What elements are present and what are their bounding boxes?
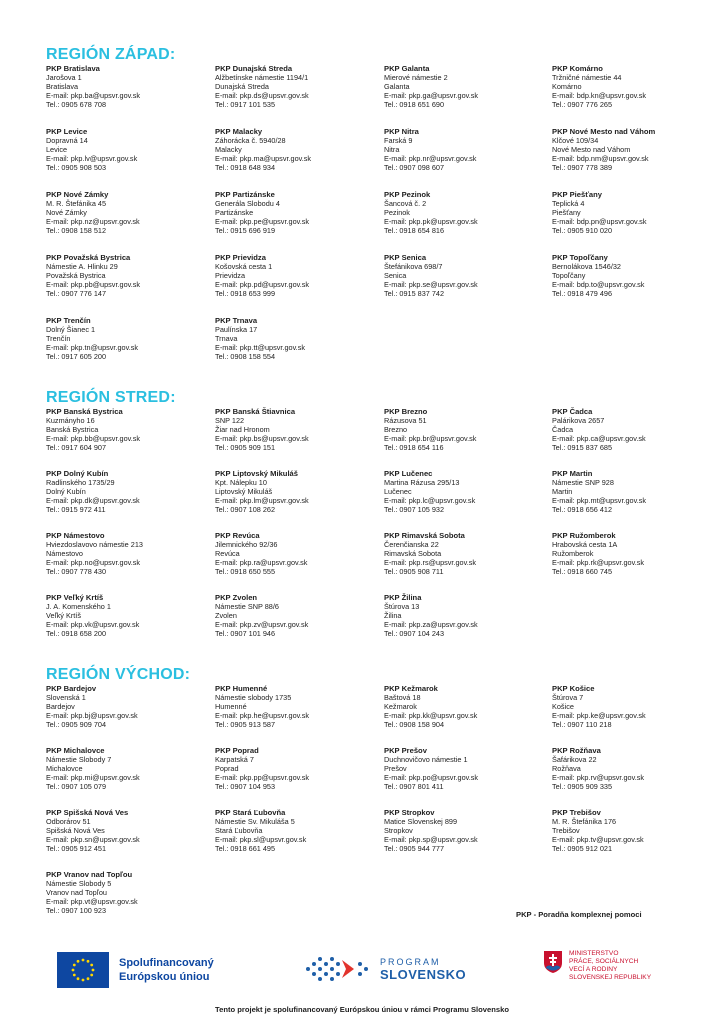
office-phone: Tel.: 0907 778 389 bbox=[552, 163, 613, 173]
office-name: PKP Senica bbox=[384, 253, 427, 262]
office-phone: Tel.: 0905 909 335 bbox=[552, 782, 613, 792]
office-email[interactable]: E-mail: pkp.dk@upsvr.gov.sk bbox=[46, 496, 140, 506]
office-card bbox=[46, 316, 211, 361]
office-street: Martina Rázusa 295/13 bbox=[384, 478, 460, 488]
office-phone: Tel.: 0918 648 934 bbox=[215, 163, 276, 173]
office-phone: Tel.: 0918 654 816 bbox=[384, 226, 445, 236]
office-card bbox=[552, 469, 717, 514]
ministry-line: MINISTERSTVO bbox=[569, 950, 619, 957]
office-card bbox=[384, 407, 549, 452]
office-street: Generála Slobodu 4 bbox=[215, 199, 280, 209]
office-street: Radlinského 1735/29 bbox=[46, 478, 115, 488]
office-name: PKP Levice bbox=[46, 127, 88, 136]
office-email[interactable]: E-mail: pkp.ga@upsvr.gov.sk bbox=[384, 91, 479, 101]
office-email[interactable]: E-mail: pkp.rv@upsvr.gov.sk bbox=[552, 773, 645, 783]
office-email[interactable]: E-mail: pkp.zv@upsvr.gov.sk bbox=[215, 620, 309, 630]
office-name: PKP Stropkov bbox=[384, 808, 435, 817]
office-phone: Tel.: 0907 104 243 bbox=[384, 629, 445, 639]
office-street: Námestie slobody 1735 bbox=[215, 693, 292, 703]
office-city: Trnava bbox=[215, 334, 238, 344]
office-phone: Tel.: 0905 913 587 bbox=[215, 720, 276, 730]
office-card bbox=[215, 808, 380, 853]
office-phone: Tel.: 0907 101 946 bbox=[215, 629, 276, 639]
office-street: Námestie Sv. Mikuláša 5 bbox=[215, 817, 295, 827]
region-title: REGIÓN STRED: bbox=[46, 389, 176, 406]
office-city: Poprad bbox=[215, 764, 239, 774]
office-phone: Tel.: 0907 110 218 bbox=[552, 720, 612, 730]
office-name: PKP Prešov bbox=[384, 746, 427, 755]
office-card bbox=[552, 127, 717, 172]
office-street: Mierové námestie 2 bbox=[384, 73, 448, 83]
office-email[interactable]: E-mail: pkp.ke@upsvr.gov.sk bbox=[552, 711, 646, 721]
office-name: PKP Nitra bbox=[384, 127, 419, 136]
office-name: PKP Prievidza bbox=[215, 253, 266, 262]
office-email[interactable]: E-mail: pkp.rs@upsvr.gov.sk bbox=[384, 558, 477, 568]
office-street: Baštová 18 bbox=[384, 693, 421, 703]
eu-text-line1: Spolufinancovaný bbox=[119, 957, 214, 969]
office-street: Dolný Šianec 1 bbox=[46, 325, 96, 335]
footer-logos bbox=[0, 948, 724, 992]
office-name: PKP Trebišov bbox=[552, 808, 601, 817]
office-email[interactable]: E-mail: pkp.mt@upsvr.gov.sk bbox=[552, 496, 647, 506]
footer-note: Tento projekt je spolufinancovaný Európskou úniou v rámci Programu Slovensko bbox=[215, 1005, 509, 1014]
office-street: Štefánikova 698/7 bbox=[384, 262, 443, 272]
office-email[interactable]: E-mail: pkp.rk@upsvr.gov.sk bbox=[552, 558, 645, 568]
ministry-logo bbox=[543, 950, 651, 982]
office-city: Humenné bbox=[215, 702, 247, 712]
office-card bbox=[215, 64, 380, 109]
office-city: Námestovo bbox=[46, 549, 83, 559]
office-name: PKP Banská Bystrica bbox=[46, 407, 123, 416]
office-city: Piešťany bbox=[552, 208, 581, 218]
office-name: PKP Zvolen bbox=[215, 593, 258, 602]
region-stred bbox=[46, 389, 696, 639]
office-phone: Tel.: 0907 105 079 bbox=[46, 782, 107, 792]
office-street: Kpt. Nálepku 10 bbox=[215, 478, 267, 488]
office-email[interactable]: E-mail: pkp.lc@upsvr.gov.sk bbox=[384, 496, 476, 506]
office-name: PKP Námestovo bbox=[46, 531, 105, 540]
office-phone: Tel.: 0918 661 495 bbox=[215, 844, 276, 854]
office-name: PKP Košice bbox=[552, 684, 595, 693]
office-city: Bardejov bbox=[46, 702, 75, 712]
office-card bbox=[215, 407, 380, 452]
office-email[interactable]: E-mail: pkp.pb@upsvr.gov.sk bbox=[46, 280, 141, 290]
office-city: Stará Ľubovňa bbox=[215, 826, 263, 836]
program-slovensko-logo bbox=[302, 954, 466, 984]
office-city: Komárno bbox=[552, 82, 582, 92]
office-street: Palárikova 2657 bbox=[552, 416, 605, 426]
office-email[interactable]: E-mail: pkp.sn@upsvr.gov.sk bbox=[46, 835, 140, 845]
office-card bbox=[552, 253, 717, 298]
program-name: SLOVENSKO bbox=[380, 966, 467, 982]
office-street: Čerenčianska 22 bbox=[384, 540, 439, 550]
office-name: PKP Piešťany bbox=[552, 190, 602, 199]
office-street: Farská 9 bbox=[384, 136, 413, 146]
office-name: PKP Čadca bbox=[552, 407, 593, 416]
office-phone: Tel.: 0905 909 151 bbox=[215, 443, 276, 453]
office-name: PKP Kežmarok bbox=[384, 684, 438, 693]
office-name: PKP Bardejov bbox=[46, 684, 97, 693]
office-city: Nové Mesto nad Váhom bbox=[552, 145, 631, 155]
office-name: PKP Trenčín bbox=[46, 316, 91, 325]
office-city: Zvolen bbox=[215, 611, 237, 621]
office-phone: Tel.: 0915 837 742 bbox=[384, 289, 445, 299]
office-name: PKP Malacky bbox=[215, 127, 263, 136]
office-name: PKP Partizánske bbox=[215, 190, 275, 199]
office-card bbox=[384, 593, 549, 638]
office-card bbox=[215, 190, 380, 235]
office-street: Štúrova 7 bbox=[552, 693, 584, 703]
office-city: Stropkov bbox=[384, 826, 413, 836]
office-city: Prievidza bbox=[215, 271, 246, 281]
office-phone: Tel.: 0915 837 685 bbox=[552, 443, 613, 453]
office-name: PKP Nové Mesto nad Váhom bbox=[552, 127, 656, 136]
office-phone: Tel.: 0918 653 999 bbox=[215, 289, 276, 299]
office-card bbox=[46, 746, 211, 791]
office-phone: Tel.: 0917 101 535 bbox=[215, 100, 276, 110]
office-city: Topoľčany bbox=[552, 271, 586, 281]
office-street: Námestie SNP 88/6 bbox=[215, 602, 279, 612]
office-card bbox=[46, 684, 211, 729]
office-name: PKP Pezinok bbox=[384, 190, 431, 199]
office-card bbox=[384, 531, 549, 576]
office-email[interactable]: E-mail: bdp.nm@upsvr.gov.sk bbox=[552, 154, 649, 164]
office-email[interactable]: E-mail: pkp.mi@upsvr.gov.sk bbox=[46, 773, 140, 783]
office-phone: Tel.: 0918 479 496 bbox=[552, 289, 613, 299]
office-email[interactable]: E-mail: pkp.tn@upsvr.gov.sk bbox=[46, 343, 139, 353]
office-email[interactable]: E-mail: pkp.ca@upsvr.gov.sk bbox=[552, 434, 646, 444]
office-email[interactable]: E-mail: pkp.sl@upsvr.gov.sk bbox=[215, 835, 307, 845]
office-email[interactable]: E-mail: pkp.lm@upsvr.gov.sk bbox=[215, 496, 309, 506]
office-card bbox=[215, 684, 380, 729]
office-street: Dopravná 14 bbox=[46, 136, 88, 146]
office-card bbox=[552, 64, 717, 109]
office-phone: Tel.: 0907 776 265 bbox=[552, 100, 613, 110]
eu-flag-icon bbox=[57, 952, 109, 988]
office-phone: Tel.: 0908 158 512 bbox=[46, 226, 107, 236]
office-card bbox=[384, 190, 549, 235]
office-phone: Tel.: 0918 656 412 bbox=[552, 505, 613, 515]
office-card bbox=[215, 531, 380, 576]
office-email[interactable]: E-mail: pkp.ds@upsvr.gov.sk bbox=[215, 91, 309, 101]
region-zapad bbox=[46, 46, 696, 362]
office-street: Kuzmányho 16 bbox=[46, 416, 95, 426]
office-email[interactable]: E-mail: pkp.po@upsvr.gov.sk bbox=[384, 773, 479, 783]
program-dots-icon bbox=[302, 954, 374, 984]
office-city: Levice bbox=[46, 145, 68, 155]
office-phone: Tel.: 0907 105 932 bbox=[384, 505, 445, 515]
office-email[interactable]: E-mail: pkp.pk@upsvr.gov.sk bbox=[384, 217, 478, 227]
office-name: PKP Vranov nad Topľou bbox=[46, 870, 133, 879]
ministry-line: PRÁCE, SOCIÁLNYCH bbox=[569, 958, 639, 965]
office-email[interactable]: E-mail: pkp.no@upsvr.gov.sk bbox=[46, 558, 141, 568]
office-email[interactable]: E-mail: pkp.tt@upsvr.gov.sk bbox=[215, 343, 305, 353]
office-city: Partizánske bbox=[215, 208, 254, 218]
office-name: PKP Dunajská Streda bbox=[215, 64, 293, 73]
office-email[interactable]: E-mail: pkp.vk@upsvr.gov.sk bbox=[46, 620, 140, 630]
eu-logo bbox=[57, 952, 214, 988]
office-city: Liptovský Mikuláš bbox=[215, 487, 273, 497]
office-city: Spišská Nová Ves bbox=[46, 826, 105, 836]
office-email[interactable]: E-mail: pkp.sp@upsvr.gov.sk bbox=[384, 835, 478, 845]
office-card bbox=[384, 808, 549, 853]
office-name: PKP Komárno bbox=[552, 64, 603, 73]
office-city: Galanta bbox=[384, 82, 410, 92]
office-email[interactable]: E-mail: pkp.za@upsvr.gov.sk bbox=[384, 620, 478, 630]
office-city: Revúca bbox=[215, 549, 240, 559]
office-city: Bratislava bbox=[46, 82, 79, 92]
office-email[interactable]: E-mail: pkp.nr@upsvr.gov.sk bbox=[384, 154, 477, 164]
office-phone: Tel.: 0905 909 704 bbox=[46, 720, 107, 730]
office-phone: Tel.: 0905 912 021 bbox=[552, 844, 613, 854]
office-phone: Tel.: 0907 098 607 bbox=[384, 163, 445, 173]
office-card bbox=[384, 469, 549, 514]
office-city: Dunajská Streda bbox=[215, 82, 269, 92]
office-phone: Tel.: 0905 912 451 bbox=[46, 844, 107, 854]
office-card bbox=[552, 190, 717, 235]
office-phone: Tel.: 0907 100 923 bbox=[46, 906, 107, 916]
office-street: M. R. Štefánika 45 bbox=[46, 199, 107, 209]
office-email[interactable]: E-mail: pkp.vt@upsvr.gov.sk bbox=[46, 897, 138, 907]
office-name: PKP Veľký Krtíš bbox=[46, 593, 104, 602]
office-name: PKP Bratislava bbox=[46, 64, 100, 73]
office-street: Matice Slovenskej 899 bbox=[384, 817, 458, 827]
office-card bbox=[552, 808, 717, 853]
office-card bbox=[46, 469, 211, 514]
office-name: PKP Trnava bbox=[215, 316, 258, 325]
office-email[interactable]: E-mail: pkp.kk@upsvr.gov.sk bbox=[384, 711, 478, 721]
office-name: PKP Liptovský Mikuláš bbox=[215, 469, 298, 478]
office-phone: Tel.: 0907 104 953 bbox=[215, 782, 276, 792]
office-name: PKP Banská Štiavnica bbox=[215, 407, 296, 416]
office-email[interactable]: E-mail: pkp.nz@upsvr.gov.sk bbox=[46, 217, 140, 227]
office-card bbox=[384, 64, 549, 109]
office-card bbox=[384, 684, 549, 729]
office-street: Tržničné námestie 44 bbox=[552, 73, 622, 83]
office-phone: Tel.: 0917 604 907 bbox=[46, 443, 107, 453]
office-city: Banská Bystrica bbox=[46, 425, 99, 435]
office-card bbox=[46, 870, 211, 915]
office-card bbox=[384, 253, 549, 298]
office-street: Námestie Slobody 7 bbox=[46, 755, 112, 765]
office-name: PKP Topoľčany bbox=[552, 253, 608, 262]
office-card bbox=[215, 469, 380, 514]
office-card bbox=[552, 684, 717, 729]
office-city: Lučenec bbox=[384, 487, 412, 497]
office-phone: Tel.: 0918 660 745 bbox=[552, 567, 613, 577]
office-name: PKP Žilina bbox=[384, 593, 422, 602]
office-phone: Tel.: 0905 944 777 bbox=[384, 844, 445, 854]
office-street: Klčové 109/34 bbox=[552, 136, 599, 146]
office-card bbox=[46, 64, 211, 109]
office-card bbox=[215, 593, 380, 638]
office-phone: Tel.: 0917 605 200 bbox=[46, 352, 107, 362]
office-city: Žiar nad Hronom bbox=[215, 425, 270, 435]
office-city: Trebišov bbox=[552, 826, 580, 836]
office-city: Žilina bbox=[384, 611, 402, 621]
office-email[interactable]: E-mail: pkp.br@upsvr.gov.sk bbox=[384, 434, 477, 444]
office-street: Odborárov 51 bbox=[46, 817, 91, 827]
office-email[interactable]: E-mail: pkp.pe@upsvr.gov.sk bbox=[215, 217, 310, 227]
office-email[interactable]: E-mail: pkp.bs@upsvr.gov.sk bbox=[215, 434, 309, 444]
office-city: Ružomberok bbox=[552, 549, 594, 559]
office-street: Bernolákova 1546/32 bbox=[552, 262, 621, 272]
office-street: Karpatská 7 bbox=[215, 755, 254, 765]
office-street: SNP 122 bbox=[215, 416, 245, 426]
office-name: PKP Považská Bystrica bbox=[46, 253, 131, 262]
office-street: Hrabovská cesta 1A bbox=[552, 540, 618, 550]
office-card bbox=[46, 190, 211, 235]
office-name: PKP Martin bbox=[552, 469, 593, 478]
office-phone: Tel.: 0907 778 430 bbox=[46, 567, 107, 577]
office-city: Veľký Krtíš bbox=[46, 611, 81, 621]
office-street: Záhorácka č. 5940/28 bbox=[215, 136, 286, 146]
office-city: Prešov bbox=[384, 764, 407, 774]
office-name: PKP Michalovce bbox=[46, 746, 105, 755]
office-city: Rožňava bbox=[552, 764, 581, 774]
office-phone: Tel.: 0907 801 411 bbox=[384, 782, 444, 792]
office-phone: Tel.: 0918 651 690 bbox=[384, 100, 445, 110]
office-phone: Tel.: 0905 910 020 bbox=[552, 226, 613, 236]
office-street: Duchnovičovo námestie 1 bbox=[384, 755, 468, 765]
office-card bbox=[215, 316, 380, 361]
office-city: Pezinok bbox=[384, 208, 410, 218]
office-street: Štúrova 13 bbox=[384, 602, 420, 612]
office-phone: Tel.: 0907 108 262 bbox=[215, 505, 276, 515]
office-street: Šafárikova 22 bbox=[552, 755, 597, 765]
office-city: Košice bbox=[552, 702, 574, 712]
office-phone: Tel.: 0908 158 554 bbox=[215, 352, 276, 362]
slovak-coat-of-arms-icon bbox=[543, 950, 563, 974]
office-name: PKP Ružomberok bbox=[552, 531, 616, 540]
office-email[interactable]: E-mail: bdp.to@upsvr.gov.sk bbox=[552, 280, 645, 290]
office-card bbox=[46, 127, 211, 172]
office-card bbox=[46, 593, 211, 638]
office-email[interactable]: E-mail: bdp.kn@upsvr.gov.sk bbox=[552, 91, 647, 101]
office-city: Trenčín bbox=[46, 334, 71, 344]
office-city: Senica bbox=[384, 271, 407, 281]
abbreviation-legend: PKP - Poradňa komplexnej pomoci bbox=[516, 910, 642, 919]
office-name: PKP Dolný Kubín bbox=[46, 469, 109, 478]
office-phone: Tel.: 0905 908 711 bbox=[384, 567, 444, 577]
office-email[interactable]: E-mail: pkp.pd@upsvr.gov.sk bbox=[215, 280, 310, 290]
office-phone: Tel.: 0915 972 411 bbox=[46, 505, 106, 515]
office-card bbox=[215, 746, 380, 791]
office-city: Michalovce bbox=[46, 764, 83, 774]
office-name: PKP Rožňava bbox=[552, 746, 601, 755]
office-card bbox=[46, 407, 211, 452]
office-phone: Tel.: 0905 678 708 bbox=[46, 100, 107, 110]
office-street: J. A. Komenského 1 bbox=[46, 602, 111, 612]
office-street: M. R. Štefánika 176 bbox=[552, 817, 617, 827]
office-city: Martin bbox=[552, 487, 573, 497]
office-street: Šancová č. 2 bbox=[384, 199, 427, 209]
office-phone: Tel.: 0907 776 147 bbox=[46, 289, 107, 299]
office-name: PKP Nové Zámky bbox=[46, 190, 109, 199]
office-name: PKP Galanta bbox=[384, 64, 430, 73]
office-city: Nitra bbox=[384, 145, 400, 155]
office-card bbox=[46, 531, 211, 576]
office-card bbox=[46, 253, 211, 298]
office-card bbox=[552, 746, 717, 791]
office-email[interactable]: E-mail: pkp.lv@upsvr.gov.sk bbox=[46, 154, 138, 164]
office-card bbox=[215, 127, 380, 172]
office-card bbox=[384, 127, 549, 172]
office-phone: Tel.: 0918 654 116 bbox=[384, 443, 444, 453]
office-name: PKP Brezno bbox=[384, 407, 428, 416]
office-email[interactable]: E-mail: pkp.ra@upsvr.gov.sk bbox=[215, 558, 308, 568]
office-city: Považská Bystrica bbox=[46, 271, 106, 281]
office-city: Kežmarok bbox=[384, 702, 417, 712]
office-city: Brezno bbox=[384, 425, 408, 435]
office-name: PKP Humenné bbox=[215, 684, 268, 693]
office-phone: Tel.: 0918 658 200 bbox=[46, 629, 107, 639]
office-card bbox=[552, 531, 717, 576]
office-name: PKP Rimavská Sobota bbox=[384, 531, 465, 540]
office-email[interactable]: E-mail: pkp.se@upsvr.gov.sk bbox=[384, 280, 478, 290]
office-name: PKP Stará Ľubovňa bbox=[215, 808, 286, 817]
office-city: Dolný Kubín bbox=[46, 487, 86, 497]
office-card bbox=[552, 407, 717, 452]
eu-text-line2: Európskou úniou bbox=[119, 971, 210, 983]
office-phone: Tel.: 0915 696 919 bbox=[215, 226, 276, 236]
office-street: Námestie SNP 928 bbox=[552, 478, 614, 488]
office-street: Alžbetínske námestie 1194/1 bbox=[215, 73, 309, 83]
office-city: Malacky bbox=[215, 145, 242, 155]
office-street: Jarošova 1 bbox=[46, 73, 82, 83]
region-title: REGIÓN VÝCHOD: bbox=[46, 666, 191, 683]
office-city: Nové Zámky bbox=[46, 208, 87, 218]
office-email[interactable]: E-mail: pkp.tv@upsvr.gov.sk bbox=[552, 835, 644, 845]
office-card bbox=[215, 253, 380, 298]
office-street: Slovenská 1 bbox=[46, 693, 86, 703]
ministry-line: VECÍ A RODINY bbox=[569, 966, 618, 973]
office-phone: Tel.: 0905 908 503 bbox=[46, 163, 107, 173]
office-email[interactable]: E-mail: pkp.ba@upsvr.gov.sk bbox=[46, 91, 141, 101]
office-street: Rázusova 51 bbox=[384, 416, 427, 426]
office-email[interactable]: E-mail: bdp.pn@upsvr.gov.sk bbox=[552, 217, 647, 227]
ministry-text bbox=[569, 950, 651, 982]
ministry-line: SLOVENSKEJ REPUBLIKY bbox=[569, 974, 652, 981]
office-email[interactable]: E-mail: pkp.he@upsvr.gov.sk bbox=[215, 711, 310, 721]
office-name: PKP Spišská Nová Ves bbox=[46, 808, 129, 817]
office-street: Jilemnického 92/36 bbox=[215, 540, 278, 550]
office-name: PKP Lučenec bbox=[384, 469, 433, 478]
office-street: Námestie Slobody 5 bbox=[46, 879, 112, 889]
office-name: PKP Revúca bbox=[215, 531, 260, 540]
office-name: PKP Poprad bbox=[215, 746, 259, 755]
region-title: REGIÓN ZÁPAD: bbox=[46, 46, 176, 63]
office-city: Vranov nad Topľou bbox=[46, 888, 107, 898]
office-phone: Tel.: 0918 650 555 bbox=[215, 567, 276, 577]
office-email[interactable]: E-mail: pkp.bj@upsvr.gov.sk bbox=[46, 711, 138, 721]
office-email[interactable]: E-mail: pkp.bb@upsvr.gov.sk bbox=[46, 434, 141, 444]
office-street: Hviezdoslavovo námestie 213 bbox=[46, 540, 143, 550]
office-email[interactable]: E-mail: pkp.pp@upsvr.gov.sk bbox=[215, 773, 310, 783]
office-street: Teplická 4 bbox=[552, 199, 585, 209]
office-card bbox=[46, 808, 211, 853]
office-street: Námestie A. Hlinku 29 bbox=[46, 262, 118, 272]
office-phone: Tel.: 0908 158 904 bbox=[384, 720, 445, 730]
office-city: Čadca bbox=[552, 425, 574, 435]
office-city: Rimavská Sobota bbox=[384, 549, 442, 559]
office-card bbox=[384, 746, 549, 791]
program-label: PROGRAM bbox=[380, 956, 441, 967]
office-street: Paulínska 17 bbox=[215, 325, 258, 335]
office-email[interactable]: E-mail: pkp.ma@upsvr.gov.sk bbox=[215, 154, 312, 164]
office-street: Košovská cesta 1 bbox=[215, 262, 273, 272]
